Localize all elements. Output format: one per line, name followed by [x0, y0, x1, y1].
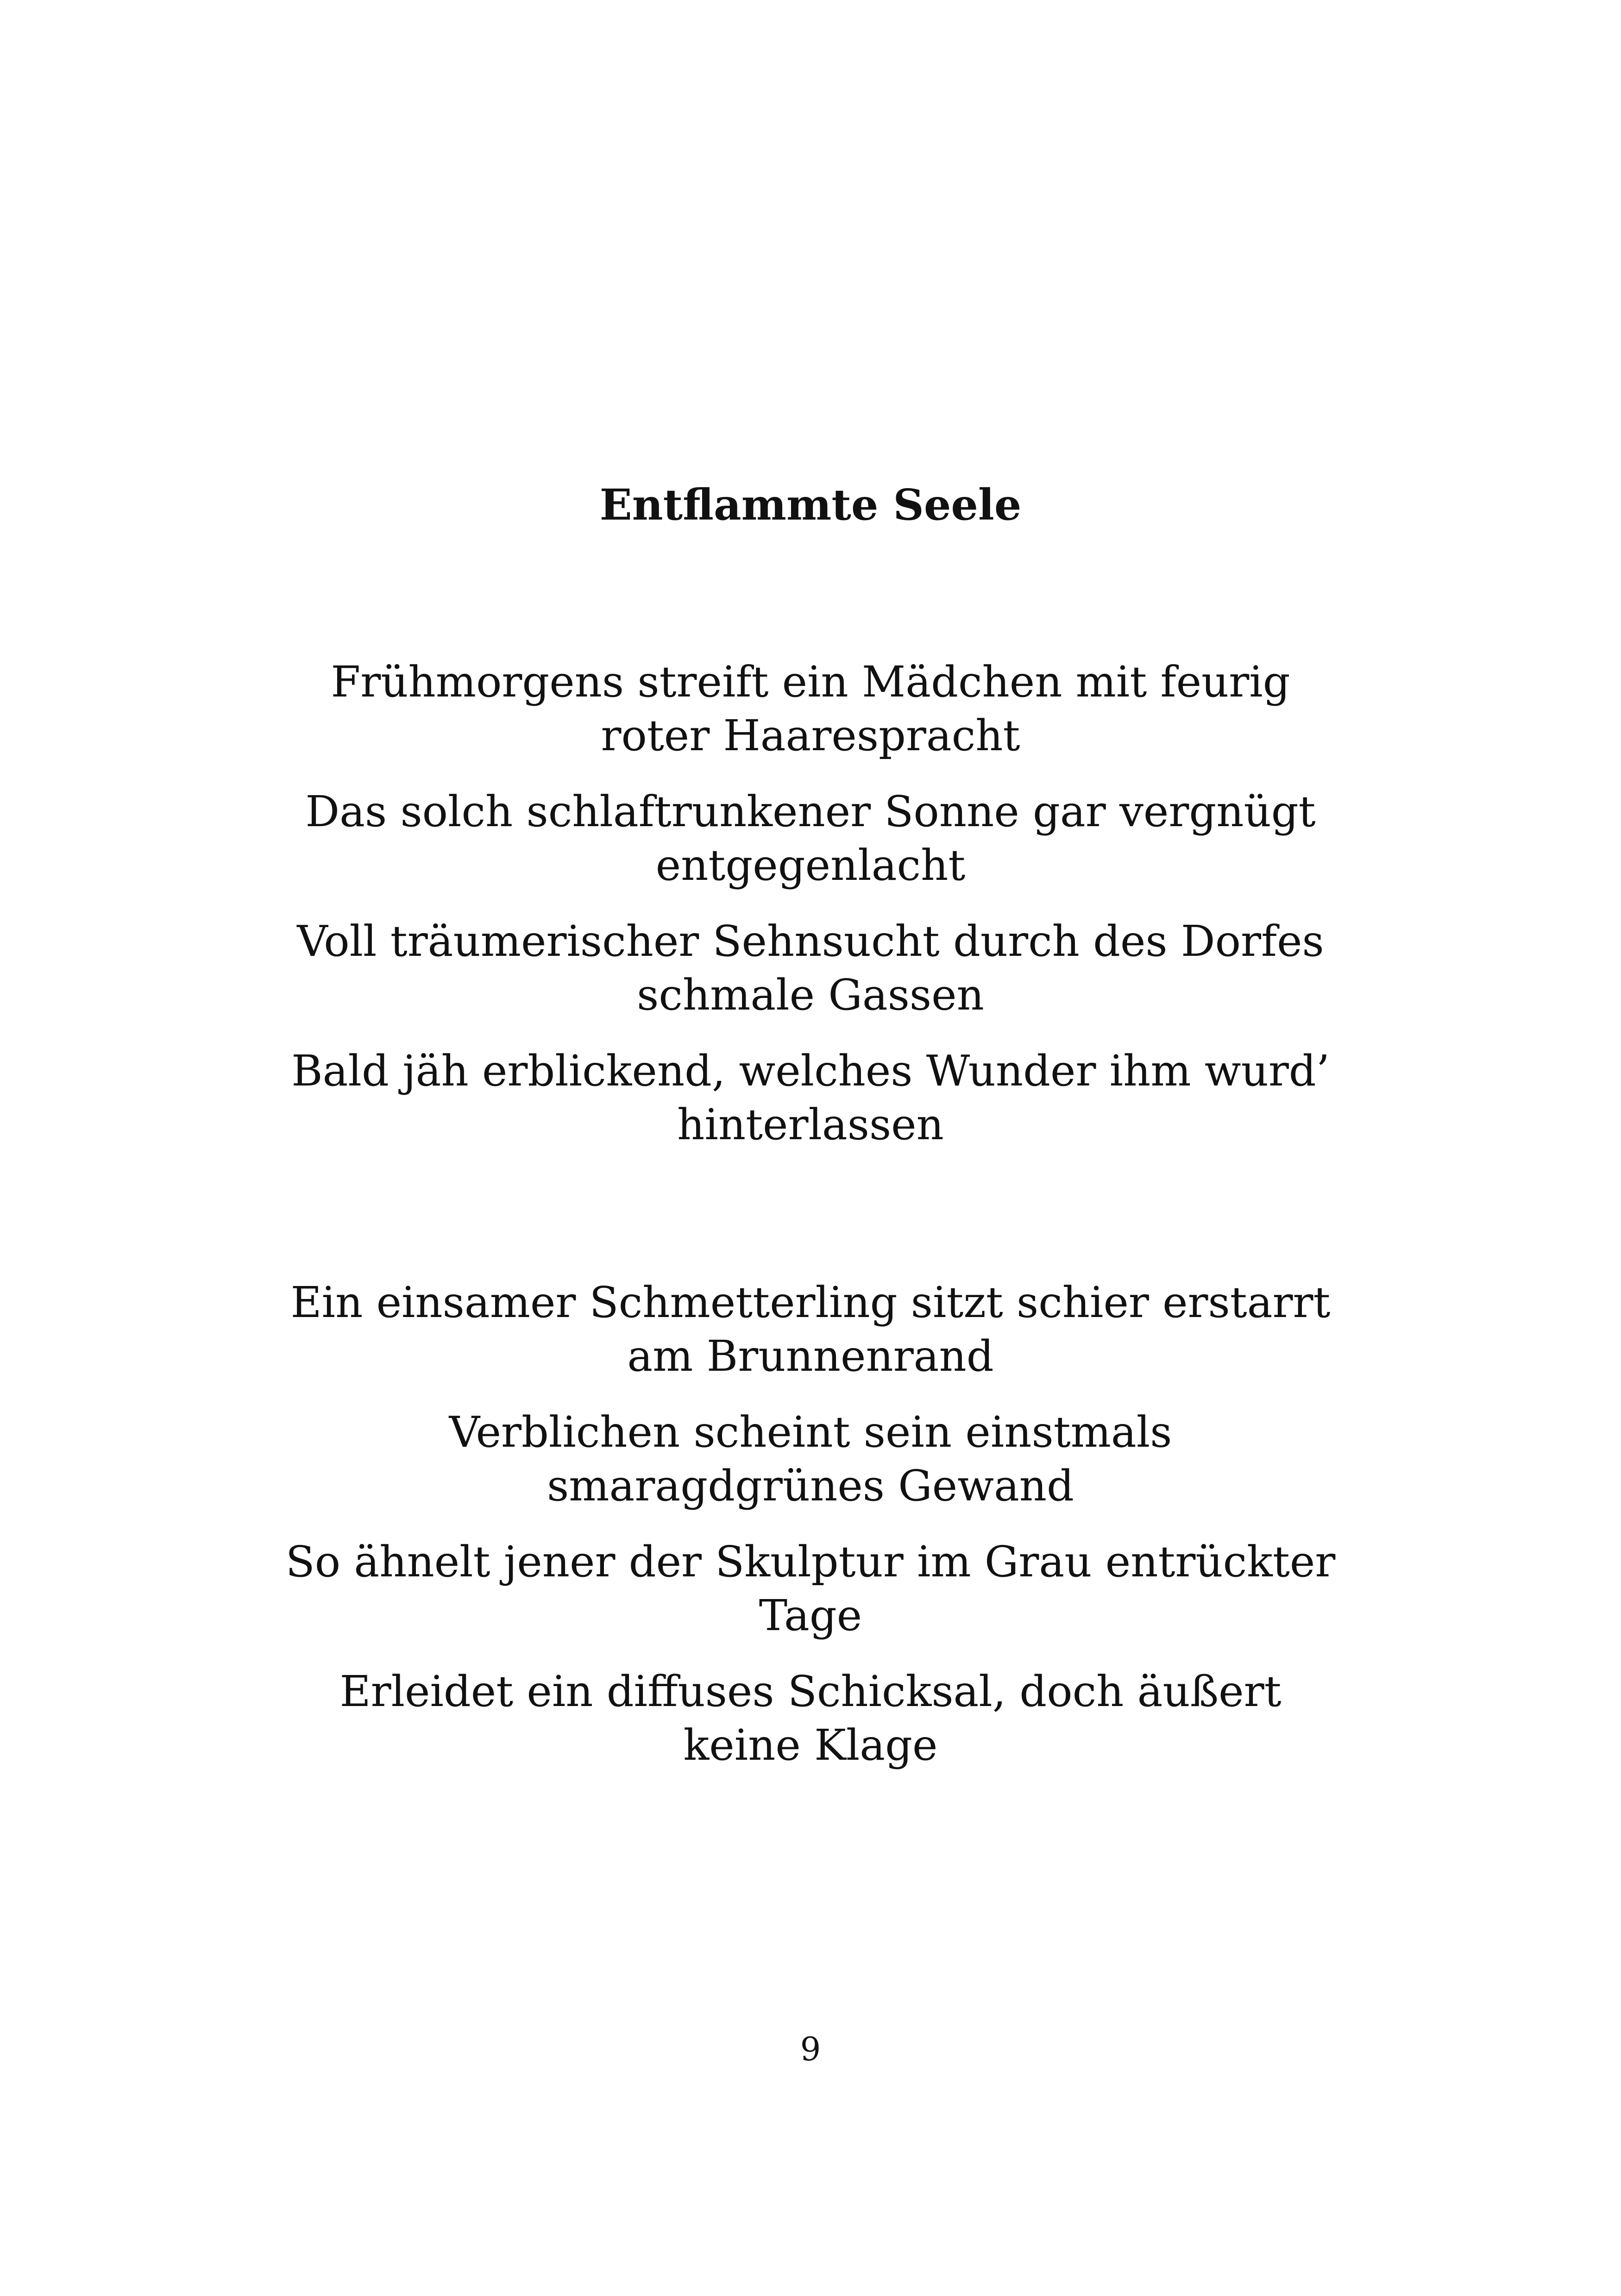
poem-line: Bald jäh erblickend, welches Wunder ihm wurd’ hinterlassen [291, 1046, 1330, 1149]
poem-line: Ein einsamer Schmetterling sitzt schier erstarrt am Brunnenrand [290, 1278, 1331, 1381]
poem-line: Frühmorgens streift ein Mädchen mit feurig roter Haarespracht [331, 657, 1290, 760]
poem-title: Entflammte Seele [599, 480, 1022, 530]
page-number: 9 [800, 2030, 821, 2068]
poem-stanza-1 [0, 655, 1621, 1174]
poem-line: Voll träumerischer Sehnsucht durch des Dorfes schmale Gassen [297, 916, 1324, 1020]
poem-line: Verblichen scheint sein einstmals smaragdgrünes Gewand [449, 1407, 1172, 1511]
poem-line: Das solch schlaftrunkener Sonne gar vergnügt entgegenlacht [305, 787, 1316, 890]
poem-line: Erleidet ein diffuses Schicksal, doch äußert keine Klage [339, 1667, 1282, 1770]
poem-line: So ähnelt jener der Skulptur im Grau entrückter Tage [285, 1537, 1336, 1640]
poem-stanza-2 [0, 1276, 1621, 1794]
